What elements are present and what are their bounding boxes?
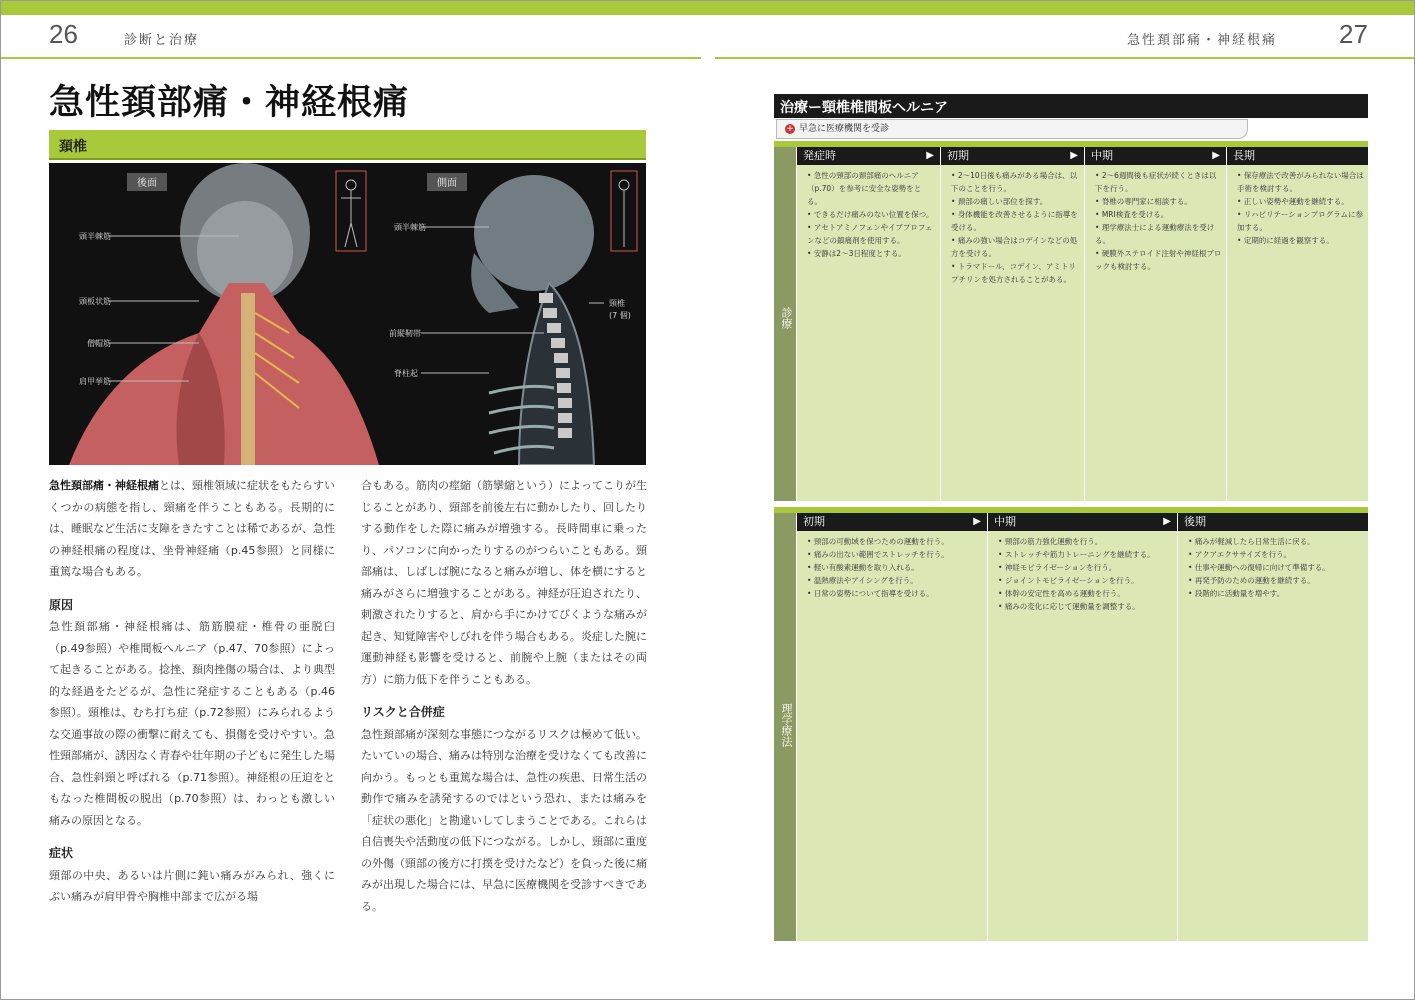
column2-paragraph: 合もある。筋肉の痙縮（筋攣縮という）によってこりが生じることがあり、頸部を前後左右に動かしたり、回したりする動作をした際に痛みが増強する。長時間車に乗ったり、パソコンに向かったりするのがつらいこともある。頸部痛は、しばしば腕になると痛みが増し、体を横にすると痛みがさらに増強することがある。神経が圧迫されたり、刺激されたりすると、肩から手にかけてびくような痛みが起き、知覚障害やしびれを伴う場合もある。炎症した腕に運動神経も影響を受けると、前腕や上腕（またはその両方）に筋力低下を伴うこともある。 [361,479,647,686]
body-column-2 [361,475,647,917]
left-page-number: 26 [49,19,78,49]
row1-cell-3 [1227,147,1368,501]
label-side-3: 前縦靭帯 [389,329,421,338]
treatment-table-title: 治療ー頸椎椎間板ヘルニア [780,100,948,116]
row2-cell-2 [1178,513,1368,941]
row1-cell-2 [1085,147,1227,501]
right-page-number: 27 [1339,19,1368,49]
label-side-4: 脊柱起 [394,369,418,378]
anatomy-figure [49,163,646,465]
left-header-rule [1,57,701,59]
row1-cell-2-header: 中期 ▶ [1085,147,1226,165]
page-title: 急性頚部痛・神経根痛 [49,83,410,123]
row2-cell-0 [797,513,988,941]
intro-text: とは、頸椎領域に症状をもたらすいくつかの病態を指し、頸痛を伴うこともある。長期的には、睡眠など生活に支障をきたすことは稀であるが、急性の神経根痛の程度は、坐骨神経痛（p.45参照）と同様に重篤な場合もある。 [49,479,335,578]
right-running-head: 急性頚部痛・神経根痛 [1127,33,1278,48]
arrow-right-icon: ▶ [1163,516,1171,527]
row2-cell-1-list: • 頸部の筋力強化運動を行う。 • ストレッチや筋力トレーニングを継続する。 • 神経モビライゼーションを行う。 • ジョイントモビライゼーションを行う。 • 体幹の安定性を高める運動を行う。 • 痛みの変化に応じて運動量を調整する。 [998,535,1173,613]
right-header-rule [715,57,1414,59]
label-back-3: 肩甲挙筋 [79,377,111,386]
cause-paragraph: 急性頚部痛・神経根痛は、筋筋膜症・椎骨の亜脱臼（p.49参照）や椎間板ヘルニア（p.47、70参照）によって起きることがある。捻挫、頚肉挫傷の場合は、より典型的な経過をたどるが、急性に発症することもある（p.46参照）。頸椎は、むち打ち症（p.72参照）にみられるような交通事故の際の衝撃に耐えても、損傷を受けやすい。急性頸部痛が、誘因なく青春や壮年期の子どもに発生した場合、急性斜頸と呼ばれる（p.71参照）。神経根の圧迫をともなった椎間板の脱出（p.70参照）は、わっとも激しい痛みの原因となる。 [49,620,335,827]
intro-term: 急性頚部痛・神経根痛 [49,479,159,492]
row2-cell-2-header: 後期 [1178,513,1368,531]
label-back-1: 頭板状筋 [79,297,111,306]
row1-cell-1 [941,147,1085,501]
row2-side-label: 理学療法 [774,513,796,941]
heading-cause: 原因 [49,597,74,612]
label-back-2: 僧帽筋 [87,339,111,348]
row1-cell-1-list: • 2〜10日後も痛みがある場合は、以下のことを行う。 • 頚部の痛しい部位を探す。 • 身体機能を改善させるように指導を受ける。 • 痛みの強い場合はコデインなどの処方を受ける。 • トラマドール、コデイン、アミトリプチリンを処方されることがある。 [951,169,1080,286]
row1-cell-0-list: • 急性の頸部の頚部痛のヘルニア（p.70）を参考に安全な姿勢をとる。 • できるだけ痛みのない位置を保つ。 • アセトアミノフェンやイブプロフェンなどの鎮痛剤を使用する。 • 安静は2〜3日程度とする。 [807,169,936,260]
row2-cell-0-list: • 頸部の可動域を保つための運動を行う。 • 痛みの出ない範囲でストレッチを行う。 • 軽い有酸素運動を取り入れる。 • 温熱療法やアイシングを行う。 • 日常の姿勢について指導を受ける。 [807,535,983,600]
anatomy-illustration [49,163,646,465]
row2-cell-1-header: 中期 ▶ [988,513,1177,531]
label-side-2: (7 個) [609,311,631,320]
label-side-0: 頭半棘筋 [394,223,426,232]
risk-paragraph: 急性頚部痛が深刻な事態につながるリスクは極めて低い。たいていの場合、痛みは特別な治療を受けなくても改善に向かう。もっとも重篤な場合は、急性の疾患、日常生活の動作で痛みを誘発するのではという恐れ、または痛みを「症状の悪化」と勘違いしてしまうことである。これらは自信喪失や活動度の低下につながる。しかし、頸部に重度の外傷（頸部の後方に打撲を受けたなど）を負った後に痛みが出現した場合には、早急に医療機関を受診すべきである。 [361,727,647,913]
label-side-1: 頸椎 [609,299,625,308]
row1-cell-0 [797,147,941,501]
row1-cell-3-header: 長期 [1227,147,1368,165]
section-bar [49,130,646,160]
row1-cell-0-header: 発症時 ▶ [797,147,940,165]
arrow-right-icon: ▶ [926,150,934,161]
row2-cell-0-header: 初期 ▶ [797,513,987,531]
left-running-head: 診断と治療 [124,33,200,48]
heading-symptom: 症状 [49,846,74,860]
symptom-paragraph: 頸部の中央、あるいは片側に鈍い痛みがみられ、強くにぶい痛みが肩甲骨や胸椎中部まで広がる場 [49,868,335,903]
arrow-right-icon: ▶ [1212,150,1220,161]
row2-cell-1 [988,513,1178,941]
row1-cell-2-list: • 2〜6週間後も症状が続くときは以下を行う。 • 脊椎の専門家に相談する。 • MRI検査を受ける。 • 理学療法士による運動療法を受ける。 • 硬膜外ステロイド注射や神経根ブロックも検討する。 [1095,169,1222,273]
warning-text: 早急に医療機関を受診 [799,124,890,134]
treatment-table-header [774,94,1368,118]
intro-paragraph [49,475,335,583]
heading-risk: リスクと合併症 [361,705,445,719]
label-back-0: 頭半棘筋 [79,232,111,241]
medical-cross-icon: + [786,123,794,134]
view-label-back: 後面 [137,178,157,189]
top-color-bar [1,1,1414,15]
view-label-side: 側面 [437,178,457,189]
arrow-right-icon: ▶ [973,516,981,527]
row1-cell-3-list: • 保存療法で改善がみられない場合は手術を検討する。 • 正しい姿勢や運動を継続する。 • リハビリテーションプログラムに参加する。 • 定期的に経過を観察する。 [1237,169,1364,247]
row1-side-label: 診療 [774,147,796,501]
body-column-1 [49,475,335,908]
warning-note [776,119,1248,139]
row1-cell-1-header: 初期 ▶ [941,147,1084,165]
row2-cell-2-list: • 痛みが軽減したら日常生活に戻る。 • アクアエクササイズを行う。 • 仕事や運動への復帰に向けて準備する。 • 再発予防のための運動を継続する。 • 段階的に活動量を増やす。 [1188,535,1364,600]
section-label: 頚椎 [59,139,87,155]
arrow-right-icon: ▶ [1070,150,1078,161]
